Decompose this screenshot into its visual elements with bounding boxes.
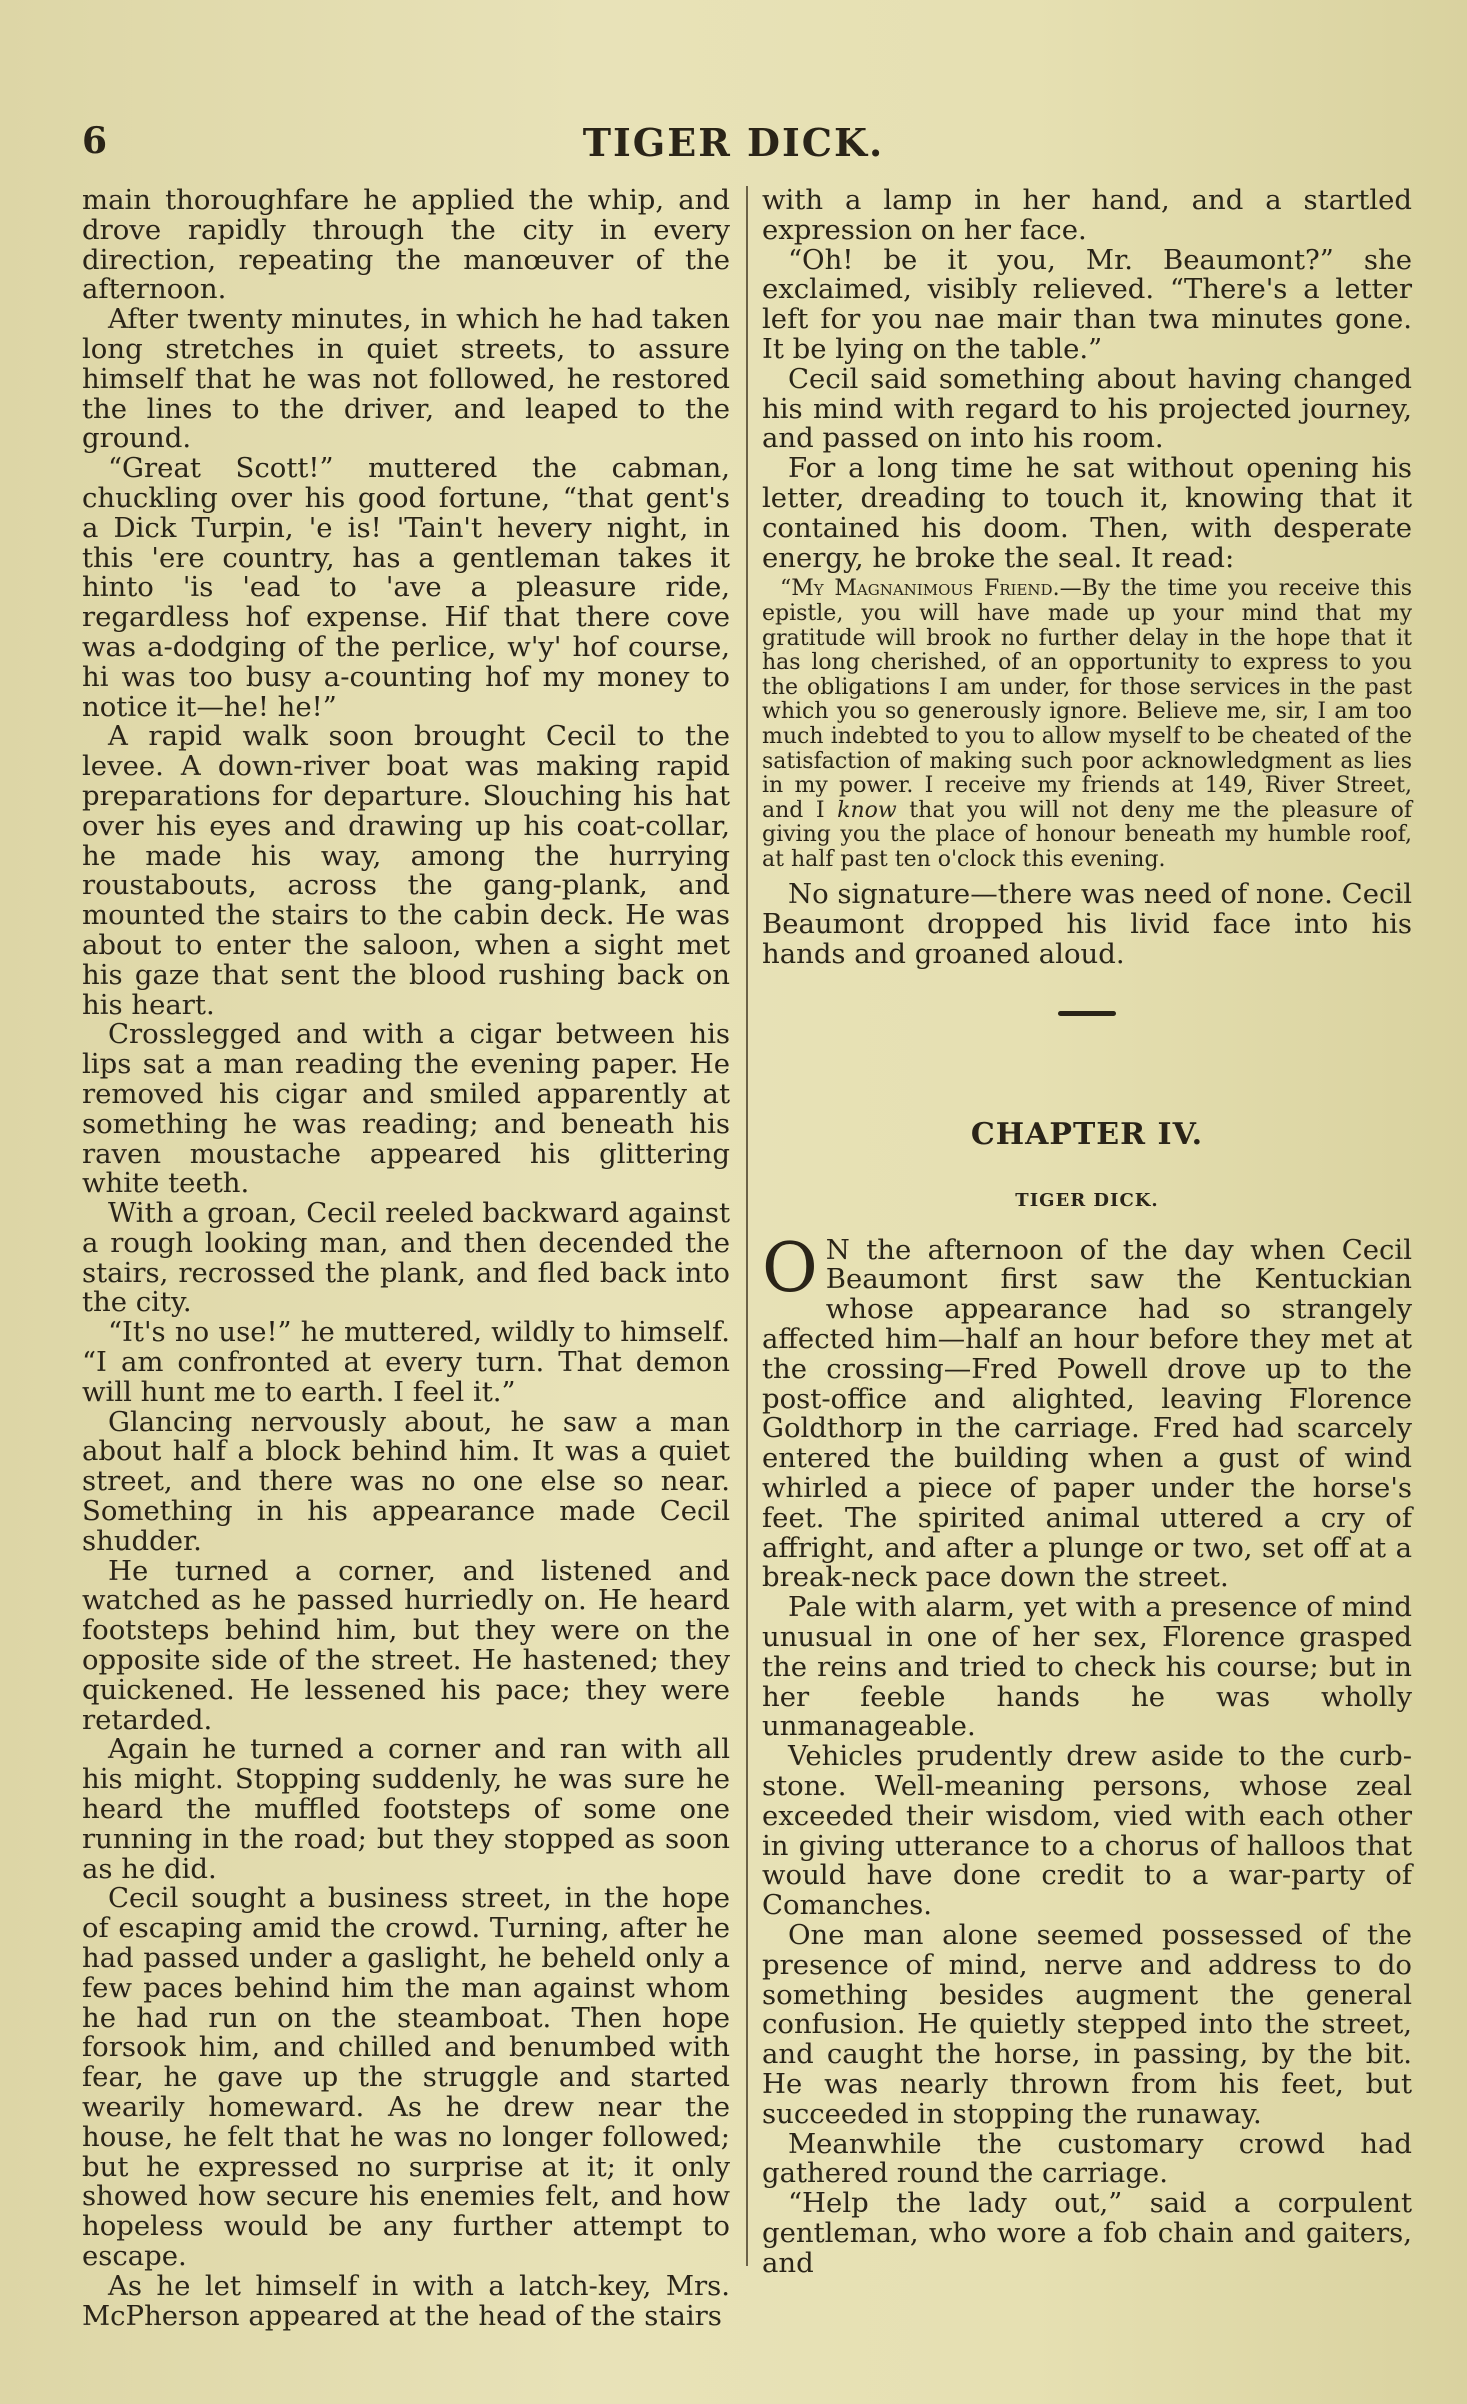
- paragraph: Pale with alarm, yet with a presence of mind unusual in one of her sex, Florence grasped the reins and tried to check his course; but in her feeble hands he was wholly unmanageable.: [762, 1591, 1412, 1743]
- right-column: [762, 186, 1412, 2279]
- chapter-title: CHAPTER IV.: [970, 1116, 1204, 1152]
- paragraph: “It's no use!” he muttered, wildly to himself. “I am confronted at every turn. That demon will hunt me to earth. I feel it.”: [82, 1316, 730, 1408]
- paragraph: “Great Scott!” muttered the cabman, chuckling over his good fortune, “that gent's a Dick Turpin, 'e is! 'Tain't hevery night, in this 'ere country, has a gentleman takes it hinto 'is 'ead to 'ave a pleasure ride, regardless hof expense. Hif that there cove was a-dodging of the perlice, w'y' hof course, hi was too busy a-counting hof my money to notice it—he! he!”: [82, 452, 730, 723]
- paragraph: with a lamp in her hand, and a startled expression on her face.: [762, 184, 1412, 246]
- paragraph: Cecil said something about having changed his mind with regard to his projected journey, and passed on into his room.: [762, 362, 1412, 455]
- drop-cap: O: [762, 1228, 818, 1308]
- letter-salutation: “My Magnanimous Friend.: [780, 576, 1060, 602]
- letter-emphasis: know: [837, 797, 897, 823]
- paragraph: No signature—there was need of none. Cecil Beaumont dropped his livid face into his hands and groaned aloud.: [762, 878, 1412, 971]
- letter-closing: that you will not deny me the pleasure of giving you the place of honour beneath my humble roof, at half past ten o'clock this evening.: [762, 797, 1412, 872]
- paragraph: One man alone seemed possessed of the presence of mind, nerve and address to do something besides augment the general confusion. He quietly stepped into the street, and caught the horse, in passing, by the bit. He was nearly thrown from his feet, but succeeded in stopping the runaway.: [762, 1919, 1412, 2130]
- paragraph: “Oh! be it you, Mr. Beaumont?” she exclaimed, visibly relieved. “There's a letter left for you nae mair than twa minutes gone. It be lying on the table.”: [762, 243, 1412, 365]
- letter-text: [762, 577, 1412, 872]
- page-number: 6: [82, 120, 108, 162]
- chapter-opening-paragraph: [762, 1228, 1412, 1594]
- paragraph: Meanwhile the customary crowd had gathered round the carriage.: [762, 2127, 1412, 2190]
- left-column: [82, 186, 730, 2331]
- chapter-subtitle: TIGER DICK.: [1015, 1189, 1159, 1211]
- paragraph: Cecil sought a business street, in the hope of escaping amid the crowd. Turning, after he had passed under a gaslight, he beheld only a few paces behind him the man against whom he had run on the steamboat. Then hope forsook him, and chilled and benumbed with fear, he gave up the struggle and started wearily homeward. As he drew near the house, he felt that he was no longer followed; but he expressed no surprise at it; it only showed how secure his enemies felt, and how hopeless would be any further attempt to escape.: [82, 1882, 730, 2272]
- running-title: TIGER DICK.: [582, 120, 885, 165]
- paragraph: He turned a corner, and listened and watched as he passed hurriedly on. He heard footsteps behind him, but they were on the opposite side of the street. He hastened; they quickened. He lessened his pace; they were retarded.: [82, 1554, 730, 1736]
- letter-body: —By the time you receive this epistle, you will have made up your mind that my gratitude will brook no further delay in the hope that it has long cherished, of an opportunity to express to you the obligations I am under, for those services in the past which you so generously ignore. Believe me, sir, I am too much indebted to you to allow myself to be cheated of the satisfaction of making such poor acknowledgment as lies in my power. I receive my friends at 149, River Street, and I: [762, 576, 1412, 823]
- paragraph: Crosslegged and with a cigar between his lips sat a man reading the evening paper. He removed his cigar and smiled apparently at something he was reading; and beneath his raven moustache appeared his glittering white teeth.: [82, 1018, 730, 1200]
- paragraph: main thoroughfare he applied the whip, and drove rapidly through the city in every direction, repeating the manœuver of the afternoon.: [82, 184, 730, 306]
- paragraph: As he let himself in with a latch-key, Mrs. McPherson appeared at the head of the stairs: [82, 2269, 730, 2332]
- paragraph: Again he turned a corner and ran with all his might. Stopping suddenly, he was sure he heard the muffled footsteps of some one running in the road; but they stopped as soon as he did.: [82, 1733, 730, 1885]
- column-divider: [746, 186, 748, 2266]
- page-header: [0, 120, 1467, 170]
- paragraph: After twenty minutes, in which he had taken long stretches in quiet streets, to assure himself that he was not followed, he restored the lines to the driver, and leaped to the ground.: [82, 303, 730, 455]
- opening-text: N the afternoon of the day when Cecil Beaumont first saw the Kentuckian whose appearance had so strangely affected him—half an hour before they met at the crossing—Fred Powell drove up to the post-office and alighted, leaving Florence Goldthorp in the carriage. Fred had scarcely entered the building when a gust of wind whirled a piece of paper under the horse's feet. The spirited animal uttered a cry of affright, and after a plunge or two, set off at a break-neck pace down the street.: [762, 1233, 1412, 1594]
- paragraph: A rapid walk soon brought Cecil to the levee. A down-river boat was making rapid preparations for departure. Slouching his hat over his eyes and drawing up his coat-collar, he made his way, among the hurrying roustabouts, across the gang-plank, and mounted the stairs to the cabin deck. He was about to enter the saloon, when a sight met his gaze that sent the blood rushing back on his heart.: [82, 720, 730, 1021]
- paragraph: With a groan, Cecil reeled backward against a rough looking man, and then decended the stairs, recrossed the plank, and fled back into the city.: [82, 1197, 730, 1319]
- paragraph: Glancing nervously about, he saw a man about half a block behind him. It was a quiet street, and there was no one else so near. Something in his appearance made Cecil shudder.: [82, 1405, 730, 1557]
- paragraph: “Help the lady out,” said a corpulent gentleman, who wore a fob chain and gaiters, and: [762, 2187, 1412, 2279]
- paragraph: Vehicles prudently drew aside to the curb-stone. Well-meaning persons, whose zeal exceeded their wisdom, vied with each other in giving utterance to a chorus of halloos that would have done credit to a war-party of Comanches.: [762, 1740, 1412, 1922]
- paragraph: For a long time he sat without opening his letter, dreading to touch it, knowing that it contained his doom. Then, with desperate energy, he broke the seal. It read:: [762, 452, 1412, 574]
- section-ornament: [762, 996, 1412, 1032]
